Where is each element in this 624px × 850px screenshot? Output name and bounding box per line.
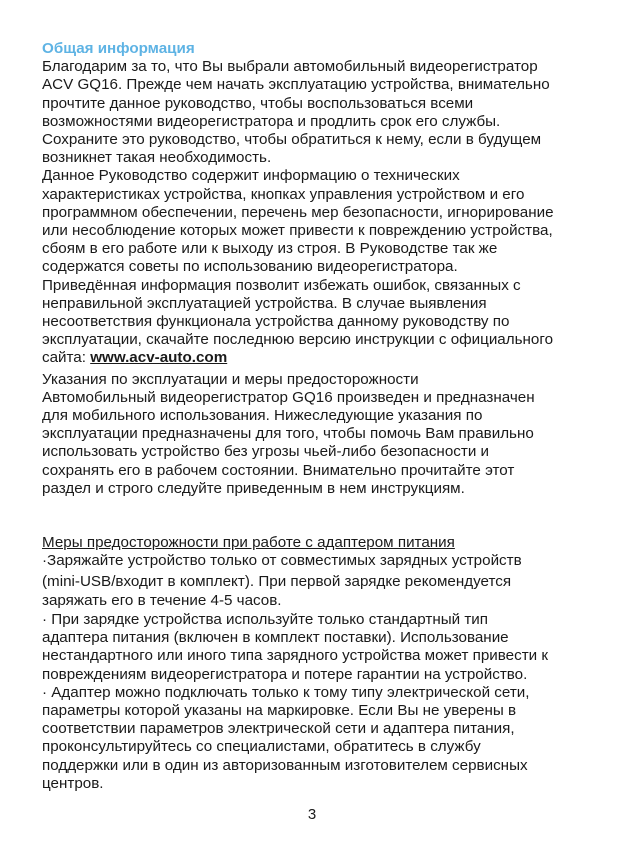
errors-paragraph — [42, 277, 602, 368]
manual-contents-paragraph: Данное Руководство содержит информацию о технических характеристиках устройства, кнопках управления устройством и его программном обеспечении, перечень мер безопасности, игнорирование или несоблюдение которых может привести к повреждению устройства, сбоям в его работе или к выходу из строя. В Руководстве так же содержатся советы по использованию видеорегистратора. — [42, 167, 554, 276]
adapter-item-1a: ·Заряжайте устройство только от совместимых зарядных устройств — [42, 552, 522, 570]
website-link[interactable]: www.acv-auto.com — [90, 349, 228, 367]
page-number: 3 — [307, 806, 317, 823]
general-info-heading: Общая информация — [42, 40, 195, 57]
adapter-item-3: · Адаптер можно подключать только к тому типу электрической сети, параметры которой указаны на маркировке. Если Вы не уверены в соответствии параметров электрической сети и адаптера питания, проконсультируйтесь со специалистами, обратитесь в службу поддержки или в один из авторизованным изготовителем сервисных центров. — [42, 683, 530, 792]
usage-heading: Указания по эксплуатации и меры предосторожности — [42, 370, 419, 388]
adapter-item-2: · При зарядке устройства используйте только стандартный тип адаптера питания (включен в комплект поставки). Использование нестандартного или иного типа зарядного устройства может привести к повреждениям видеорегистратора и потере гарантии на устройство. — [42, 610, 549, 683]
intro-paragraph: Благодарим за то, что Вы выбрали автомобильный видеорегистратор ACV GQ16. Прежде чем начать эксплуатацию устройства, внимательно прочтите данное руководство, чтобы воспользоваться всеми возможностями видеорегистратора и продлить срок его службы. Сохраните это руководство, чтобы обратиться к нему, если в будущем возникнет такая необходимость. — [42, 58, 550, 167]
usage-paragraph: Автомобильный видеорегистратор GQ16 произведен и предназначен для мобильного использования. Нижеследующие указания по эксплуатации предназначены для того, чтобы помочь Вам правильно использовать устройство без угрозы чьей-либо безопасности и сохранять его в рабочем состоянии. Внимательно прочитайте этот раздел и строго следуйте приведенным в нем инструкциям. — [42, 388, 535, 497]
adapter-heading: Меры предосторожности при работе с адаптером питания — [42, 534, 455, 552]
errors-paragraph-text: Приведённая информация позволит избежать ошибок, связанных с неправильной эксплуатацией устройства. В случае выявления несоответствия функционала устройства данному руководству по эксплуатации, скачайте последнюю версию инструкции с официального сайта: — [42, 276, 554, 367]
adapter-item-1b: (mini-USB/входит в комплект). При первой зарядке рекомендуется заряжать его в течение 4-5 часов. — [42, 573, 512, 609]
manual-page — [42, 40, 602, 793]
